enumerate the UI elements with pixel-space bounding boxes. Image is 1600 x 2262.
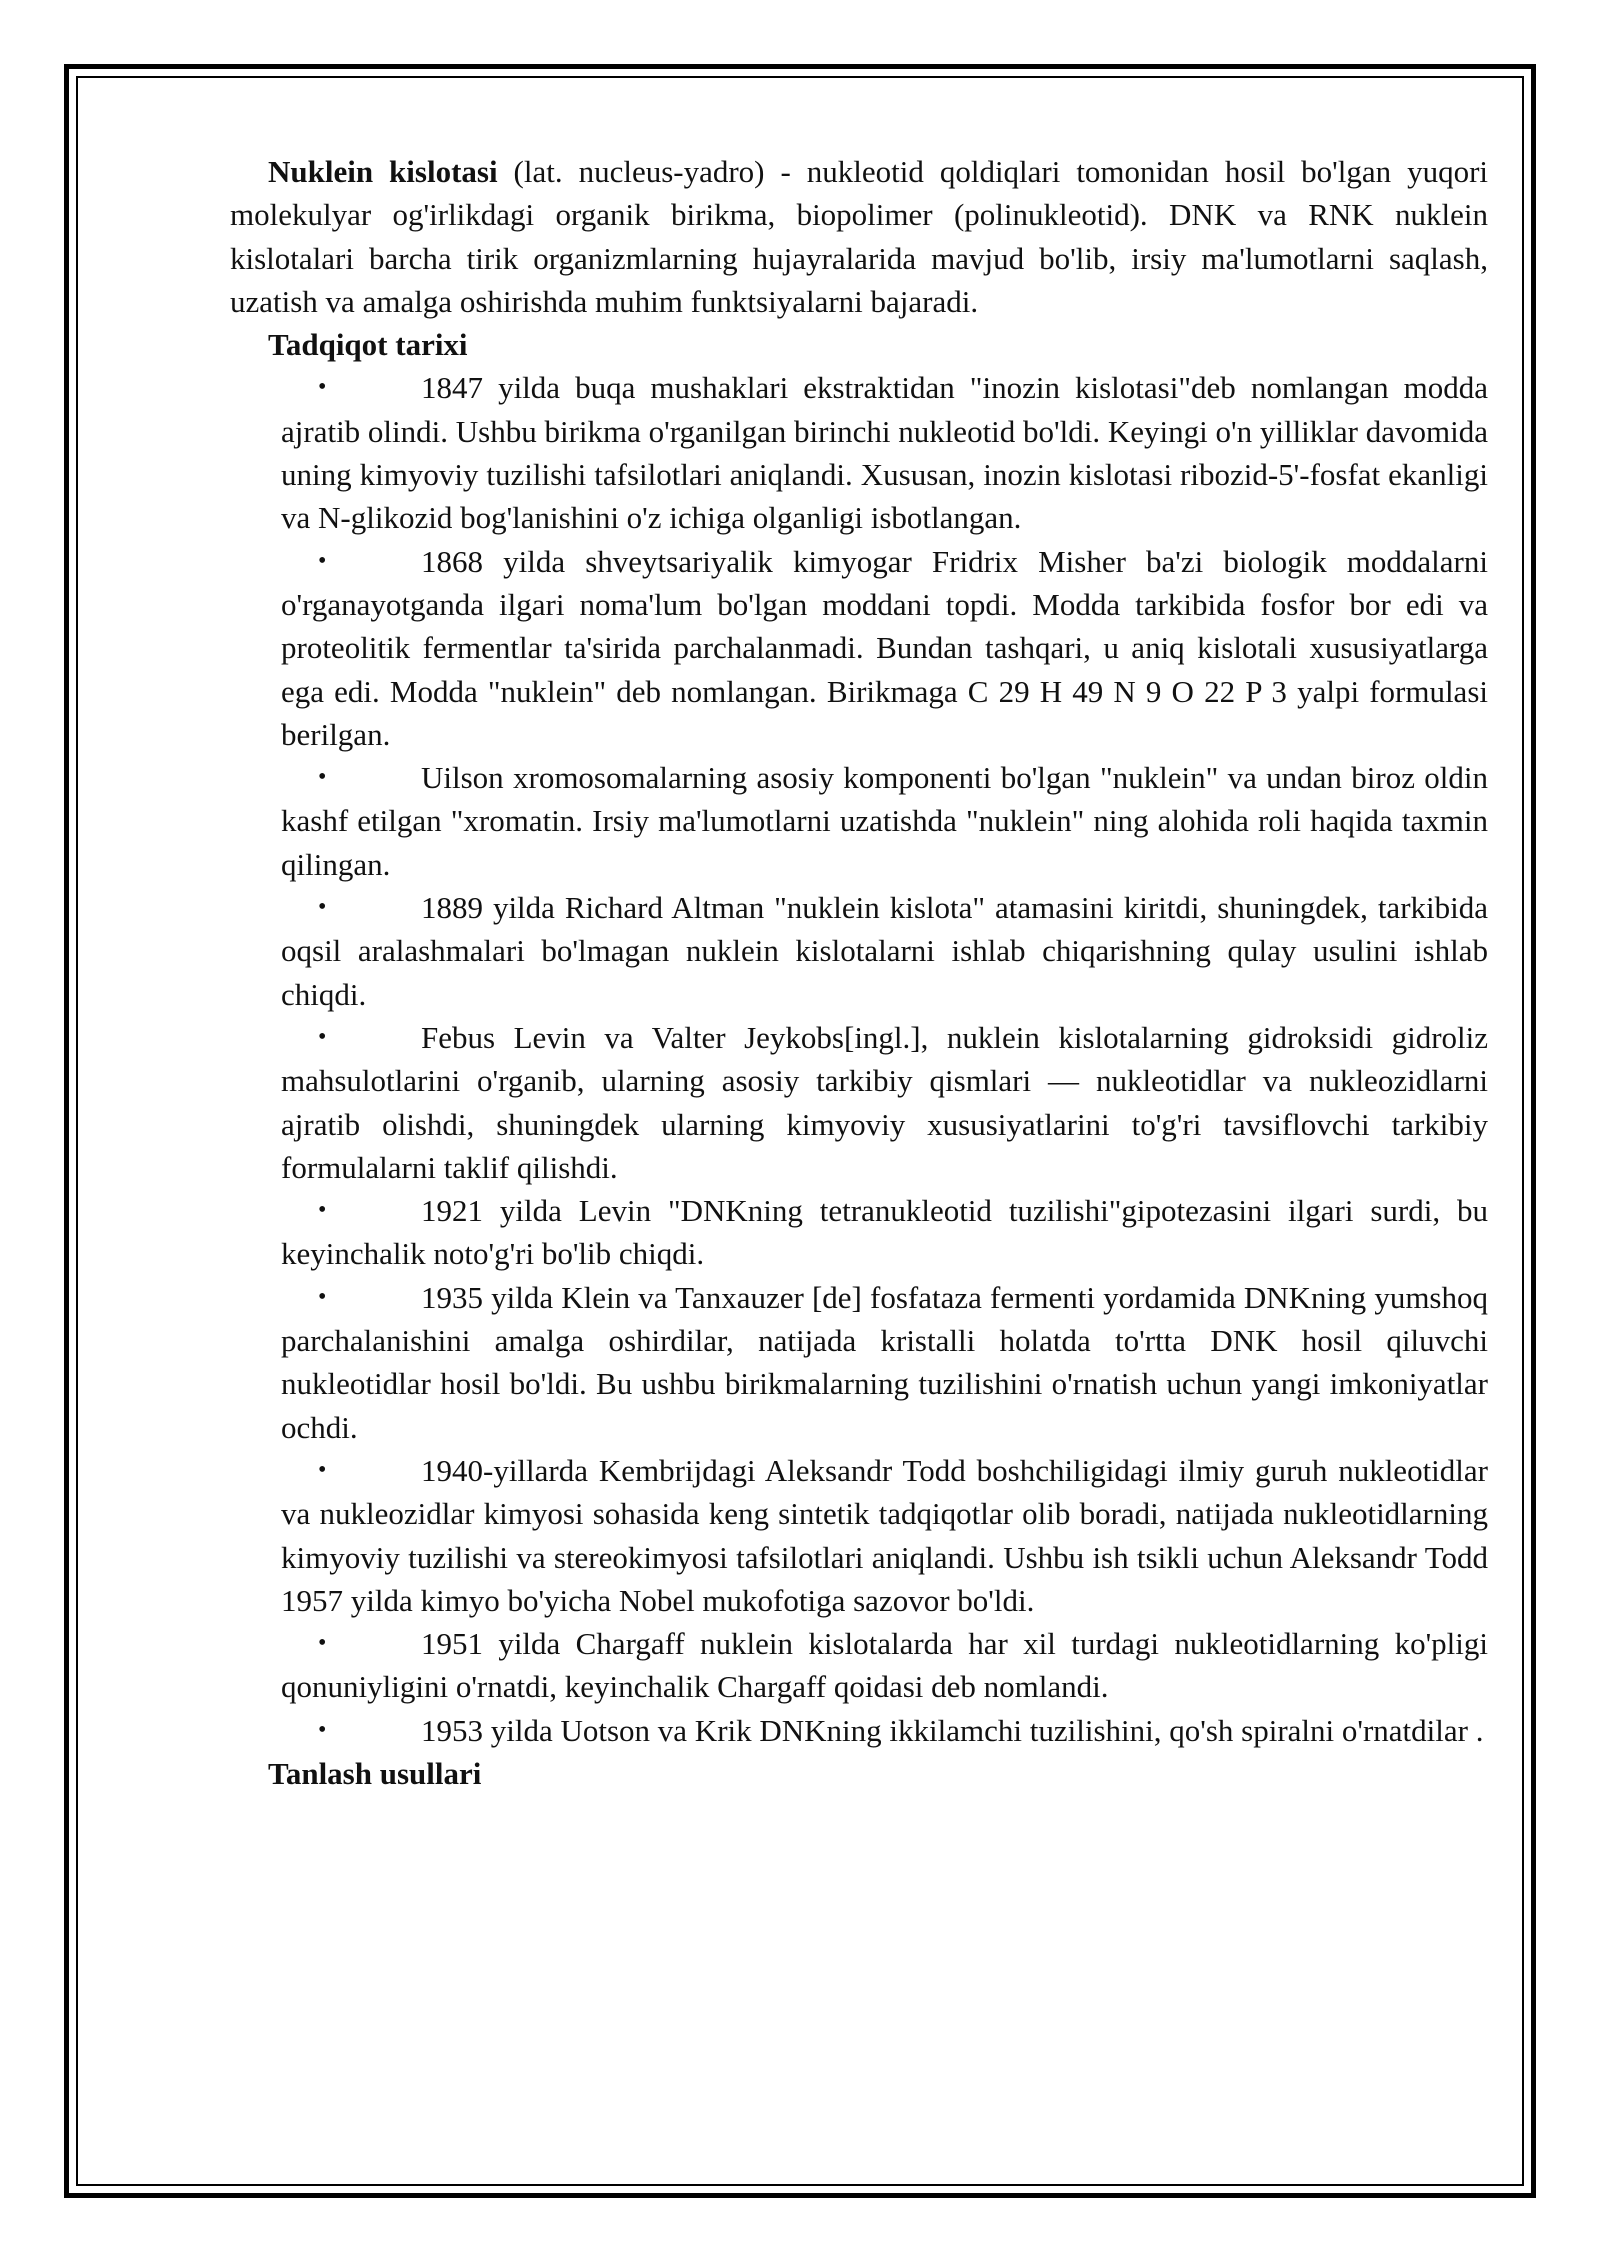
intro-paragraph <box>230 150 1488 323</box>
history-item <box>281 366 1488 539</box>
bullet-icon: • <box>318 547 327 574</box>
history-item-text: Uilson xromosomalarning asosiy komponenti bo'lgan "nuklein" va undan biroz oldin kashf etilgan "xromatin. Irsiy ma'lumotlarni uzatishda "nuklein" ning alohida roli haqida taxmin qilingan. <box>281 760 1488 882</box>
history-list <box>230 366 1488 1752</box>
bullet-icon: • <box>318 1716 327 1743</box>
bullet-icon: • <box>318 1283 327 1310</box>
history-item-text: 1951 yilda Chargaff nuklein kislotalarda har xil turdagi nukleotidlarning ko'pligi qonuniyligini o'rnatdi, keyinchalik Chargaff qoidasi deb nomlandi. <box>281 1626 1488 1705</box>
history-item <box>281 1276 1488 1449</box>
bullet-icon: • <box>318 764 327 791</box>
bullet-icon: • <box>318 1630 327 1657</box>
document-body <box>230 150 1488 1795</box>
bullet-icon: • <box>318 1197 327 1224</box>
bullet-icon: • <box>318 894 327 921</box>
history-item <box>281 1449 1488 1622</box>
intro-text: (lat. nucleus-yadro) - nukleotid qoldiqlari tomonidan hosil bo'lgan yuqori molekulyar og'irlikdagi organik birikma, biopolimer (polinukleotid). DNK va RNK nuklein kislotalari barcha tirik organizmlarning hujayralarida mavjud bo'lib, irsiy ma'lumotlarni saqlash, uzatish va amalga oshirishda muhim funktsiyalarni bajaradi. <box>230 154 1489 319</box>
intro-term: Nuklein kislotasi <box>268 154 498 189</box>
history-item <box>281 540 1488 756</box>
section-heading-history: Tadqiqot tarixi <box>268 327 468 363</box>
section-heading-methods: Tanlash usullari <box>268 1755 482 1791</box>
history-item <box>281 886 1488 1016</box>
history-item-text: Febus Levin va Valter Jeykobs[ingl.], nuklein kislotalarning gidroksidi gidroliz mahsulotlarini o'rganib, ularning asosiy tarkibiy qismlari — nukleotidlar va nukleozidlarni ajratib olishdi, shuningdek ularning kimyoviy xususiyatlarini to'g'ri tavsiflovchi tarkibiy formulalarni taklif qilishdi. <box>281 1019 1488 1185</box>
bullet-icon: • <box>318 1456 327 1483</box>
history-item-text: 1868 yilda shveytsariyalik kimyogar Fridrix Misher ba'zi biologik moddalarni o'rganayotganda ilgari noma'lum bo'lgan moddani topdi. Modda tarkibida fosfor bor edi va proteolitik fermentlar ta'sirida parchalanmadi. Bundan tashqari, u aniq kislotali xususiyatlarga ega edi. Modda "nuklein" deb nomlangan. Birikmaga C 29 H 49 N 9 O 22 P 3 yalpi formulasi berilgan. <box>281 543 1488 752</box>
bullet-icon: • <box>318 1023 327 1050</box>
history-item-text: 1953 yilda Uotson va Krik DNKning ikkilamchi tuzilishini, qo'sh spiralni o'rnatdilar . <box>421 1712 1484 1748</box>
history-item-text: 1935 yilda Klein va Tanxauzer [de] fosfataza fermenti yordamida DNKning yumshoq parchalanishini amalga oshirdilar, natijada kristalli holatda to'rtta DNK hosil qiluvchi nukleotidlar hosil bo'ldi. Bu ushbu birikmalarning tuzilishini o'rnatish uchun yangi imkoniyatlar ochdi. <box>281 1279 1488 1445</box>
history-item <box>281 1709 1488 1752</box>
history-item-text: 1940-yillarda Kembrijdagi Aleksandr Todd boshchiligidagi ilmiy guruh nukleotidlar va nukleozidlar kimyosi sohasida keng sintetik tadqiqotlar olib boradi, natijada nukleotidlarning kimyoviy tuzilishi va stereokimyosi tafsilotlari aniqlandi. Ushbu ish tsikli uchun Aleksandr Todd 1957 yilda kimyo bo'yicha Nobel mukofotiga sazovor bo'ldi. <box>281 1452 1488 1618</box>
history-item-text: 1921 yilda Levin "DNKning tetranukleotid tuzilishi"gipotezasini ilgari surdi, bu keyinchalik noto'g'ri bo'lib chiqdi. <box>281 1193 1488 1272</box>
history-item <box>281 1016 1488 1189</box>
history-item <box>281 756 1488 886</box>
history-item-text: 1889 yilda Richard Altman "nuklein kislota" atamasini kiritdi, shuningdek, tarkibida oqsil aralashmalari bo'lmagan nuklein kislotalarni ishlab chiqarishning qulay usulini ishlab chiqdi. <box>281 890 1488 1012</box>
history-item-text: 1847 yilda buqa mushaklari ekstraktidan "inozin kislotasi"deb nomlangan modda ajratib olindi. Ushbu birikma o'rganilgan birinchi nukleotid bo'ldi. Keyingi o'n yilliklar davomida uning kimyoviy tuzilishi tafsilotlari aniqlandi. Xususan, inozin kislotasi ribozid-5'-fosfat ekanligi va N-glikozid bog'lanishini o'z ichiga olganligi isbotlangan. <box>281 370 1488 536</box>
history-item <box>281 1189 1488 1276</box>
history-item <box>281 1622 1488 1709</box>
bullet-icon: • <box>318 374 327 401</box>
